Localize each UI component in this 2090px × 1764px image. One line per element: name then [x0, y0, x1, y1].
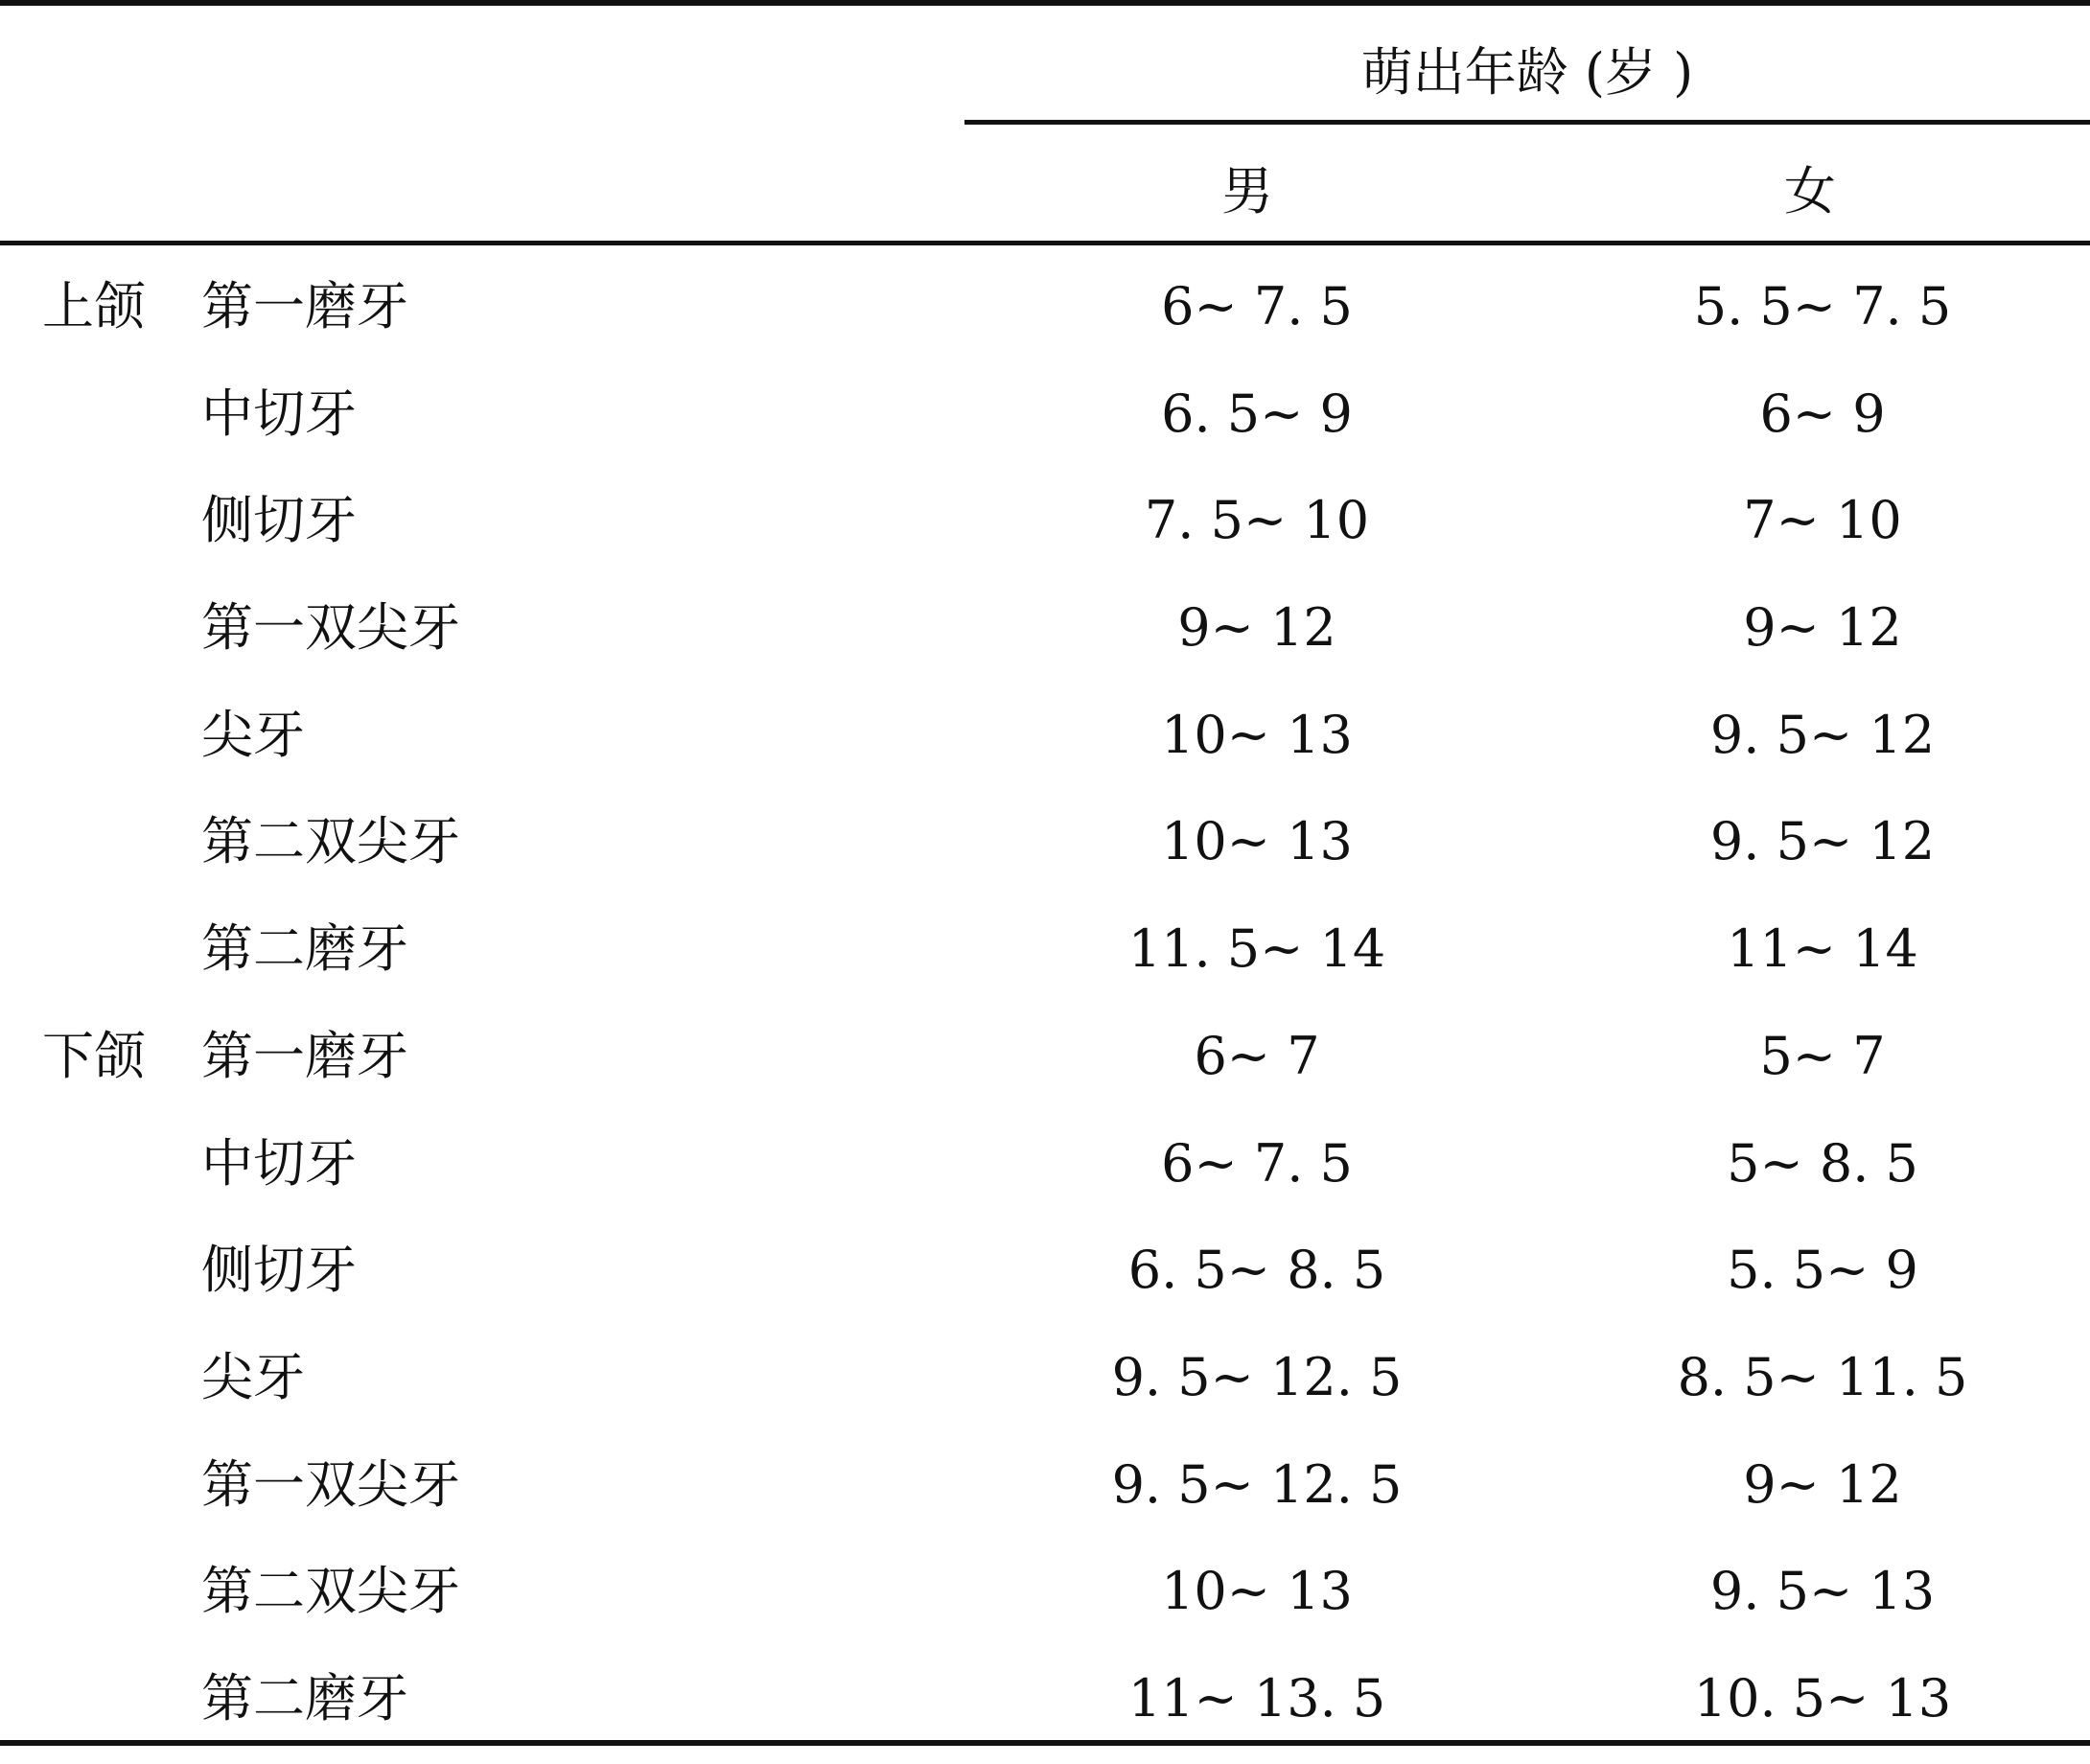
- tooth-cell: 中切牙: [201, 1132, 357, 1194]
- table-row: [0, 1228, 2090, 1335]
- table-row: [0, 800, 2090, 907]
- female-age-cell: 9. 5~ 12: [1709, 704, 1936, 765]
- male-age-cell: 6~ 7. 5: [1161, 276, 1353, 337]
- table-bottom-rule: [0, 1740, 2090, 1746]
- column-header-female: 女: [1784, 161, 1836, 221]
- tooth-cell: 第一双尖牙: [201, 597, 460, 659]
- male-age-cell: 11. 5~ 14: [1127, 918, 1386, 980]
- tooth-cell: 尖牙: [201, 704, 305, 765]
- column-group-header: 萌出年龄 (岁 ): [1360, 42, 1694, 103]
- male-age-cell: 9. 5~ 12. 5: [1111, 1453, 1403, 1515]
- female-age-cell: 5. 5~ 9: [1727, 1240, 1918, 1301]
- jaw-cell: 下颌: [42, 1025, 146, 1086]
- male-age-cell: 10~ 13: [1161, 1561, 1353, 1622]
- column-group-rule: [964, 120, 2090, 125]
- column-header-male: 男: [1221, 161, 1273, 221]
- male-age-cell: 7. 5~ 10: [1144, 490, 1370, 551]
- female-age-cell: 8. 5~ 11. 5: [1677, 1346, 1968, 1407]
- female-age-cell: 6~ 9: [1759, 383, 1886, 444]
- table-row: [0, 1014, 2090, 1122]
- table-row: [0, 907, 2090, 1014]
- female-age-cell: 9~ 12: [1743, 1453, 1902, 1515]
- male-age-cell: 10~ 13: [1161, 811, 1353, 872]
- table-row: [0, 1122, 2090, 1229]
- tooth-cell: 第一磨牙: [201, 1025, 408, 1086]
- female-age-cell: 11~ 14: [1727, 918, 1918, 980]
- table-row: [0, 478, 2090, 586]
- male-age-cell: 9~ 12: [1177, 597, 1336, 659]
- female-age-cell: 10. 5~ 13: [1693, 1667, 1952, 1729]
- table-header-rule: [0, 241, 2090, 245]
- female-age-cell: 5. 5~ 7. 5: [1693, 276, 1952, 337]
- male-age-cell: 9. 5~ 12. 5: [1111, 1346, 1403, 1407]
- table-row: [0, 1443, 2090, 1550]
- table-row: [0, 265, 2090, 372]
- female-age-cell: 5~ 7: [1759, 1025, 1886, 1086]
- male-age-cell: 11~ 13. 5: [1127, 1667, 1386, 1729]
- tooth-cell: 第二双尖牙: [201, 1561, 460, 1622]
- jaw-cell: 上颌: [42, 276, 146, 337]
- female-age-cell: 9. 5~ 13: [1709, 1561, 1936, 1622]
- male-age-cell: 6~ 7: [1194, 1025, 1320, 1086]
- table-row: [0, 586, 2090, 693]
- male-age-cell: 6. 5~ 9: [1161, 383, 1353, 444]
- table-row: [0, 372, 2090, 479]
- table-top-rule: [0, 0, 2090, 6]
- female-age-cell: 7~ 10: [1743, 490, 1902, 551]
- female-age-cell: 5~ 8. 5: [1727, 1132, 1918, 1194]
- tooth-cell: 侧切牙: [201, 490, 357, 551]
- table-row: [0, 1549, 2090, 1657]
- tooth-cell: 第一双尖牙: [201, 1453, 460, 1515]
- table-row: [0, 693, 2090, 801]
- male-age-cell: 6. 5~ 8. 5: [1127, 1240, 1386, 1301]
- tooth-cell: 中切牙: [201, 383, 357, 444]
- tooth-cell: 第二磨牙: [201, 918, 408, 980]
- tooth-cell: 尖牙: [201, 1346, 305, 1407]
- female-age-cell: 9. 5~ 12: [1709, 811, 1936, 872]
- male-age-cell: 10~ 13: [1161, 704, 1353, 765]
- male-age-cell: 6~ 7. 5: [1161, 1132, 1353, 1194]
- tooth-cell: 第二双尖牙: [201, 811, 460, 872]
- tooth-cell: 第一磨牙: [201, 276, 408, 337]
- table-body: [0, 265, 2090, 1764]
- tooth-cell: 侧切牙: [201, 1240, 357, 1301]
- table-row: [0, 1335, 2090, 1443]
- female-age-cell: 9~ 12: [1743, 597, 1902, 659]
- tooth-cell: 第二磨牙: [201, 1667, 408, 1729]
